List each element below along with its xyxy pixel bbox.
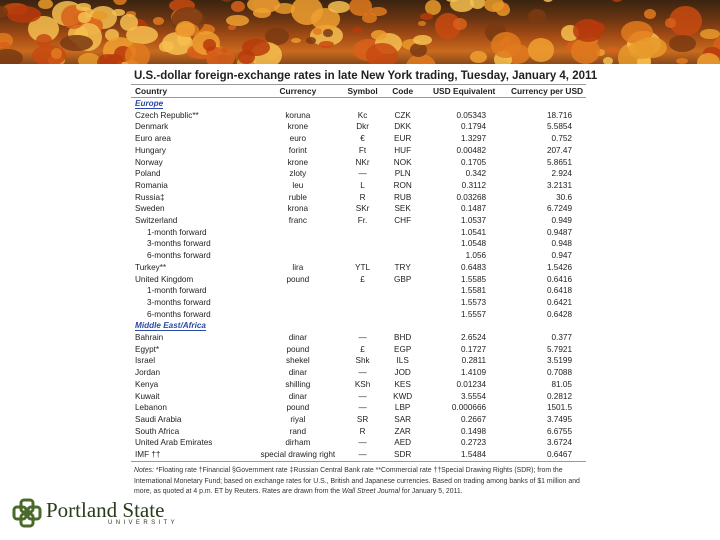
country-cell: United Arab Emirates bbox=[135, 438, 213, 448]
symbol-cell: Dkr bbox=[356, 122, 369, 132]
table-row bbox=[131, 297, 586, 309]
code-cell: CHF bbox=[394, 216, 412, 226]
country-cell: United Kingdom bbox=[135, 274, 194, 284]
leaf-decoration bbox=[543, 0, 554, 2]
leaf-decoration bbox=[153, 17, 164, 25]
leaf-decoration bbox=[491, 32, 521, 58]
usd-equivalent-cell: 0.2723 bbox=[461, 438, 487, 448]
symbol-cell: £ bbox=[360, 274, 365, 284]
code-cell: PLN bbox=[394, 169, 411, 179]
currency-cell bbox=[256, 250, 340, 262]
leaf-decoration bbox=[450, 0, 473, 12]
country-cell: 6-months forward bbox=[147, 309, 211, 319]
currency-cell: lira bbox=[292, 262, 304, 272]
leaf-decoration bbox=[78, 12, 91, 23]
leaf-decoration bbox=[420, 13, 432, 20]
code-cell: JOD bbox=[394, 368, 411, 378]
exchange-rate-table bbox=[131, 84, 586, 462]
currency-cell: krona bbox=[287, 204, 309, 214]
code-cell: TRY bbox=[394, 262, 411, 272]
leaf-decoration bbox=[528, 9, 546, 24]
code-cell: GBP bbox=[394, 274, 412, 284]
country-cell: Poland bbox=[135, 169, 161, 179]
leaf-decoration bbox=[369, 7, 387, 17]
notes-text-1: *Floating rate †Financial §Government rate ‡Russian Central Bank rate **Commercial rate ††Special Drawing Rights (SDR); from the International Monetary Fund; based on exchange rates for U.S., British and Japanese currencies. Based on trading among banks of $1 million and more, as quoted at 4 p.m. ET by Reuters. Rates are drawn from the bbox=[134, 467, 580, 495]
symbol-cell: SR bbox=[356, 414, 369, 424]
leaf-decoration bbox=[238, 50, 255, 63]
country-cell: Lebanon bbox=[135, 403, 167, 413]
leaf-decoration bbox=[38, 0, 52, 9]
usd-equivalent-cell: 0.2667 bbox=[461, 414, 487, 424]
currency-cell bbox=[256, 238, 340, 250]
currency-cell: koruna bbox=[285, 110, 311, 120]
leaf-decoration bbox=[607, 47, 618, 53]
country-cell: 3-months forward bbox=[147, 297, 211, 307]
code-cell bbox=[385, 227, 420, 239]
currency-per-usd-cell: 5.7921 bbox=[546, 344, 572, 354]
leaf-decoration bbox=[113, 0, 127, 5]
currency-per-usd-cell: 18.716 bbox=[546, 110, 572, 120]
header-currency: Currency bbox=[256, 85, 340, 98]
table-row bbox=[131, 227, 586, 239]
currency-cell: dinar bbox=[288, 368, 307, 378]
table-row bbox=[131, 309, 586, 321]
symbol-cell bbox=[340, 227, 385, 239]
header-symbol: Symbol bbox=[340, 85, 385, 98]
code-cell: EGP bbox=[394, 344, 412, 354]
leaf-decoration bbox=[0, 49, 23, 64]
currency-cell: shilling bbox=[285, 379, 311, 389]
table-row bbox=[131, 379, 586, 391]
currency-cell bbox=[256, 309, 340, 321]
header-code: Code bbox=[385, 85, 420, 98]
country-cell: Bahrain bbox=[135, 333, 164, 343]
currency-per-usd-cell: 0.377 bbox=[551, 333, 572, 343]
symbol-cell: R bbox=[359, 192, 366, 202]
currency-cell: krone bbox=[287, 157, 309, 167]
code-cell: RON bbox=[393, 180, 412, 190]
table-row bbox=[131, 402, 586, 414]
symbol-cell: YTL bbox=[355, 262, 371, 272]
table-row bbox=[131, 168, 586, 180]
usd-equivalent-cell: 0.2811 bbox=[461, 356, 487, 366]
country-cell: Kenya bbox=[135, 379, 159, 389]
usd-equivalent-cell: 0.03268 bbox=[456, 192, 487, 202]
symbol-cell bbox=[340, 285, 385, 297]
code-cell: RUB bbox=[394, 192, 412, 202]
currency-cell: rand bbox=[289, 426, 307, 436]
code-cell: EUR bbox=[394, 134, 412, 144]
table-row bbox=[131, 145, 586, 157]
symbol-cell: — bbox=[358, 438, 367, 448]
code-cell: BHD bbox=[394, 333, 412, 343]
code-cell: DKK bbox=[394, 122, 412, 132]
leaf-decoration bbox=[291, 38, 301, 43]
leaf-decoration bbox=[7, 6, 41, 23]
table-row bbox=[131, 157, 586, 169]
currency-per-usd-cell: 0.6418 bbox=[546, 286, 572, 296]
leaf-decoration bbox=[176, 21, 195, 36]
country-cell: South Africa bbox=[135, 426, 180, 436]
currency-cell: dinar bbox=[288, 333, 307, 343]
table-row bbox=[131, 203, 586, 215]
table-row bbox=[131, 121, 586, 133]
currency-cell: shekel bbox=[286, 356, 310, 366]
country-cell: Jordan bbox=[135, 368, 161, 378]
symbol-cell: — bbox=[358, 403, 367, 413]
usd-equivalent-cell: 1.0541 bbox=[461, 227, 487, 237]
notes-label: Notes: bbox=[134, 467, 154, 474]
usd-equivalent-cell: 0.01234 bbox=[456, 379, 487, 389]
currency-cell: dinar bbox=[288, 391, 307, 401]
usd-equivalent-cell: 1.0548 bbox=[461, 239, 487, 249]
symbol-cell: Shk bbox=[355, 356, 370, 366]
usd-equivalent-cell: 0.6483 bbox=[461, 262, 487, 272]
currency-per-usd-cell: 3.6724 bbox=[546, 438, 572, 448]
usd-equivalent-cell: 0.1487 bbox=[461, 204, 487, 214]
country-cell: Russia‡ bbox=[135, 192, 165, 202]
currency-per-usd-cell: 2.924 bbox=[551, 169, 572, 179]
leaf-decoration bbox=[92, 11, 108, 20]
currency-cell: leu bbox=[292, 180, 304, 190]
code-cell bbox=[385, 297, 420, 309]
leaf-decoration bbox=[573, 19, 603, 42]
currency-per-usd-cell: 0.947 bbox=[551, 251, 572, 261]
table-row bbox=[131, 285, 586, 297]
currency-per-usd-cell: 5.5854 bbox=[546, 122, 572, 132]
usd-equivalent-cell: 1.4109 bbox=[461, 368, 487, 378]
code-cell: ZAR bbox=[394, 426, 411, 436]
symbol-cell bbox=[340, 297, 385, 309]
currency-per-usd-cell: 0.948 bbox=[551, 239, 572, 249]
currency-cell: pound bbox=[286, 274, 310, 284]
usd-equivalent-cell: 0.342 bbox=[465, 169, 487, 179]
currency-cell: zloty bbox=[289, 169, 307, 179]
usd-equivalent-cell: 0.00482 bbox=[456, 145, 487, 155]
logo-name: Portland State bbox=[46, 498, 165, 522]
symbol-cell: £ bbox=[360, 344, 365, 354]
country-cell: Egypt* bbox=[135, 344, 160, 354]
leaf-decoration bbox=[700, 29, 719, 39]
table-row bbox=[131, 238, 586, 250]
section-label: Middle East/Africa bbox=[135, 321, 206, 331]
logo-subtitle: UNIVERSITY bbox=[108, 520, 179, 526]
table-row bbox=[131, 437, 586, 449]
currency-per-usd-cell: 0.949 bbox=[551, 216, 572, 226]
currency-per-usd-cell: 5.8651 bbox=[546, 157, 572, 167]
table-row bbox=[131, 332, 586, 344]
symbol-cell: KSh bbox=[354, 379, 371, 389]
code-cell bbox=[385, 285, 420, 297]
code-cell: NOK bbox=[393, 157, 412, 167]
currency-cell bbox=[256, 285, 340, 297]
leaf-decoration bbox=[353, 27, 362, 33]
table-row bbox=[131, 250, 586, 262]
code-cell: HUF bbox=[394, 145, 412, 155]
country-cell: Hungary bbox=[135, 145, 166, 155]
usd-equivalent-cell: 0.000666 bbox=[451, 403, 487, 413]
usd-equivalent-cell: 1.056 bbox=[465, 251, 487, 261]
country-cell: Euro area bbox=[135, 134, 171, 144]
currency-cell bbox=[256, 297, 340, 309]
notes-text-2: for January 5, 2011. bbox=[399, 488, 463, 495]
country-cell: IMF †† bbox=[131, 449, 256, 461]
table-row bbox=[131, 344, 586, 356]
currency-per-usd-cell: 30.6 bbox=[556, 192, 572, 202]
table-row bbox=[131, 414, 586, 426]
country-cell: Saudi Arabia bbox=[135, 414, 182, 424]
leaf-decoration bbox=[328, 1, 350, 13]
usd-equivalent-cell: 1.5484 bbox=[420, 449, 508, 461]
table-row bbox=[131, 391, 586, 403]
leaf-decoration bbox=[220, 0, 233, 2]
table-title: U.S.-dollar foreign-exchange rates in late New York trading, Tuesday, January 4, 2011 bbox=[134, 70, 598, 82]
usd-equivalent-cell: 1.5557 bbox=[461, 309, 487, 319]
exchange-rate-sheet bbox=[131, 70, 598, 462]
table-row bbox=[131, 215, 586, 227]
symbol-cell: SKr bbox=[355, 204, 370, 214]
currency-per-usd-cell: 81.05 bbox=[551, 379, 572, 389]
section-cell bbox=[131, 320, 586, 332]
currency-cell: krone bbox=[287, 122, 309, 132]
currency-per-usd-cell: 0.6467 bbox=[508, 449, 586, 461]
leaf-decoration bbox=[528, 38, 554, 61]
table-row bbox=[131, 355, 586, 367]
currency-cell: franc bbox=[288, 216, 307, 226]
table-row bbox=[131, 449, 586, 461]
leaf-decoration bbox=[306, 37, 316, 44]
leaf-decoration bbox=[676, 58, 689, 64]
currency-per-usd-cell: 3.5199 bbox=[546, 356, 572, 366]
section-row bbox=[131, 98, 586, 110]
leaf-decoration bbox=[159, 41, 174, 51]
leaf-decoration bbox=[253, 8, 271, 18]
symbol-cell: NKr bbox=[355, 157, 370, 167]
currency-per-usd-cell: 6.6755 bbox=[546, 426, 572, 436]
leaf-decoration bbox=[366, 43, 397, 64]
country-cell: Kuwait bbox=[135, 391, 160, 401]
currency-per-usd-cell: 0.6421 bbox=[546, 297, 572, 307]
usd-equivalent-cell: 1.5585 bbox=[461, 274, 487, 284]
symbol-cell: — bbox=[358, 169, 367, 179]
country-cell: Denmark bbox=[135, 122, 169, 132]
leaf-decoration bbox=[228, 25, 236, 30]
country-cell: 3-months forward bbox=[147, 239, 211, 249]
autumn-leaves-banner bbox=[0, 0, 720, 64]
portland-state-logo bbox=[12, 498, 178, 528]
usd-equivalent-cell: 0.3112 bbox=[461, 180, 487, 190]
currency-per-usd-cell: 3.2131 bbox=[546, 180, 572, 190]
currency-per-usd-cell: 0.752 bbox=[551, 134, 572, 144]
leaf-decoration bbox=[319, 41, 334, 49]
symbol-cell: — bbox=[340, 449, 385, 461]
country-cell: Czech Republic** bbox=[135, 110, 199, 120]
usd-equivalent-cell: 0.1498 bbox=[461, 426, 487, 436]
code-cell bbox=[385, 250, 420, 262]
country-cell: 1-month forward bbox=[147, 227, 207, 237]
table-row bbox=[131, 133, 586, 145]
country-cell: Switzerland bbox=[135, 216, 178, 226]
leaf-decoration bbox=[126, 26, 158, 45]
usd-equivalent-cell: 2.6524 bbox=[461, 333, 487, 343]
symbol-cell: — bbox=[358, 368, 367, 378]
currency-cell: riyal bbox=[290, 414, 306, 424]
symbol-cell: Kc bbox=[357, 110, 368, 120]
usd-equivalent-cell: 1.5573 bbox=[461, 297, 487, 307]
symbol-cell: — bbox=[358, 333, 367, 343]
currency-per-usd-cell: 6.7249 bbox=[546, 204, 572, 214]
leaf-decoration bbox=[571, 38, 600, 63]
notes bbox=[134, 466, 589, 498]
currency-cell: forint bbox=[288, 145, 307, 155]
symbol-cell bbox=[340, 250, 385, 262]
usd-equivalent-cell: 3.5554 bbox=[461, 391, 487, 401]
symbol-cell bbox=[340, 309, 385, 321]
usd-equivalent-cell: 0.1794 bbox=[461, 122, 487, 132]
currency-per-usd-cell: 0.9487 bbox=[546, 227, 572, 237]
leaf-decoration bbox=[231, 1, 245, 12]
usd-equivalent-cell: 0.1727 bbox=[461, 344, 487, 354]
usd-equivalent-cell: 0.05343 bbox=[456, 110, 487, 120]
usd-equivalent-cell: 0.1705 bbox=[461, 157, 487, 167]
table-row bbox=[131, 367, 586, 379]
leaf-decoration bbox=[371, 30, 387, 40]
currency-cell bbox=[256, 227, 340, 239]
section-label: Europe bbox=[135, 99, 164, 108]
code-cell: CZK bbox=[394, 110, 411, 120]
country-cell: Israel bbox=[135, 356, 156, 366]
code-cell: KWD bbox=[393, 391, 413, 401]
symbol-cell: — bbox=[358, 391, 367, 401]
currency-per-usd-cell: 207.47 bbox=[546, 145, 572, 155]
leaf-decoration bbox=[413, 35, 432, 46]
section-cell bbox=[131, 98, 586, 110]
leaf-decoration bbox=[611, 0, 622, 2]
symbol-cell bbox=[340, 238, 385, 250]
table-body bbox=[131, 98, 586, 462]
country-cell: Sweden bbox=[135, 204, 165, 214]
leaf-decoration bbox=[603, 57, 613, 64]
symbol-cell: R bbox=[359, 426, 366, 436]
currency-per-usd-cell: 0.6428 bbox=[546, 309, 572, 319]
table-row bbox=[131, 180, 586, 192]
code-cell: SDR bbox=[385, 449, 420, 461]
currency-per-usd-cell: 1.5426 bbox=[546, 262, 572, 272]
country-cell: 1-month forward bbox=[147, 286, 207, 296]
table-header-row bbox=[131, 85, 586, 98]
currency-per-usd-cell: 3.7495 bbox=[546, 414, 572, 424]
currency-cell: ruble bbox=[288, 192, 307, 202]
leaf-decoration bbox=[125, 43, 151, 64]
section-row bbox=[131, 320, 586, 332]
currency-cell: dirham bbox=[285, 438, 311, 448]
symbol-cell: L bbox=[360, 180, 365, 190]
country-cell: Turkey** bbox=[135, 262, 167, 272]
code-cell: KES bbox=[394, 379, 411, 389]
currency-per-usd-cell: 0.7088 bbox=[546, 368, 572, 378]
currency-cell: special drawing right bbox=[256, 449, 340, 461]
leaf-decoration bbox=[669, 35, 696, 52]
header-currency-per-usd: Currency per USD bbox=[508, 85, 586, 98]
code-cell: ILS bbox=[396, 356, 409, 366]
table-row bbox=[131, 274, 586, 286]
leaf-decoration bbox=[323, 29, 333, 37]
table-row bbox=[131, 426, 586, 438]
psu-knot-icon bbox=[12, 498, 42, 528]
symbol-cell: Fr. bbox=[357, 216, 368, 226]
leaf-decoration bbox=[470, 51, 487, 63]
currency-per-usd-cell: 0.2812 bbox=[546, 391, 572, 401]
currency-per-usd-cell: 1501.5 bbox=[546, 403, 572, 413]
leaf-decoration bbox=[644, 9, 655, 19]
symbol-cell: Ft bbox=[358, 145, 367, 155]
usd-equivalent-cell: 1.5581 bbox=[461, 286, 487, 296]
code-cell: SAR bbox=[394, 414, 412, 424]
notes-journal: Wall Street Journal bbox=[341, 488, 400, 495]
table-row bbox=[131, 262, 586, 274]
country-cell: Norway bbox=[135, 157, 163, 167]
leaf-decoration bbox=[665, 18, 676, 27]
table-row bbox=[131, 110, 586, 122]
leaf-decoration bbox=[418, 21, 426, 27]
leaf-decoration bbox=[453, 18, 467, 30]
code-cell: SEK bbox=[394, 204, 411, 214]
header-country: Country bbox=[131, 85, 256, 98]
table-row bbox=[131, 192, 586, 204]
code-cell: LBP bbox=[394, 403, 411, 413]
symbol-cell: € bbox=[360, 134, 365, 144]
currency-per-usd-cell: 0.6416 bbox=[546, 274, 572, 284]
leaf-decoration bbox=[0, 42, 10, 48]
code-cell bbox=[385, 238, 420, 250]
usd-equivalent-cell: 1.3297 bbox=[461, 134, 487, 144]
country-cell: 6-months forward bbox=[147, 251, 211, 261]
currency-cell: pound bbox=[286, 403, 310, 413]
country-cell: Romania bbox=[135, 180, 168, 190]
code-cell bbox=[385, 309, 420, 321]
currency-cell: pound bbox=[286, 344, 310, 354]
currency-cell: euro bbox=[289, 134, 307, 144]
code-cell: AED bbox=[394, 438, 412, 448]
header-usd-equivalent: USD Equivalent bbox=[420, 85, 508, 98]
usd-equivalent-cell: 1.0537 bbox=[461, 216, 487, 226]
